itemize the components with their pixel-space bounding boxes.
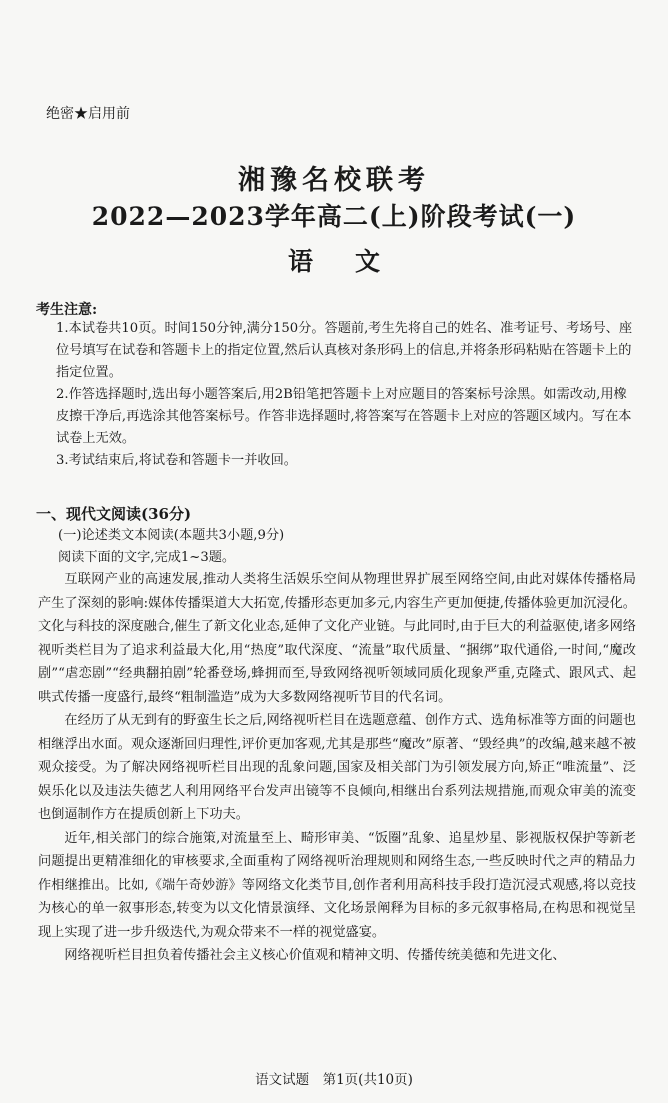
section-heading: 一、现代文阅读(36分): [36, 505, 192, 523]
reading-instruction: 阅读下面的文字,完成1~3题。: [58, 550, 236, 565]
subject-title: 语文: [287, 247, 422, 276]
passage-paragraph: 网络视听栏目担负着传播社会主义核心价值观和精神文明、传播传统美德和先进文化、: [64, 948, 566, 963]
reading-passage: [38, 568, 636, 968]
exam-subtitle: 2022—2023学年高二(上)阶段考试(一): [91, 202, 577, 231]
page-footer: 语文试题 第1页(共10页): [255, 1072, 413, 1088]
notice-item: 2.作答选择题时,选出每小题答案后,用2B铅笔把答题卡上对应题目的答案标号涂黑。如需改动,用橡皮擦干净后,再选涂其他答案标号。作答非选择题时,将答案写在答题卡上对应的答题区域内。写在本试卷上无效。: [56, 387, 632, 446]
exam-title: 湘豫名校联考: [238, 165, 430, 196]
passage-paragraph: 近年,相关部门的综合施策,对流量至上、畸形审美、“饭圈”乱象、追星炒星、影视版权保护等新老问题提出更精准细化的审核要求,全面重构了网络视听治理规则和网络生态,一些反映时代之声的精品力作相继推出。比如,《端午奇妙游》等网络文化类节目,创作者利用高科技手段打造沉浸式观感,将以竞技为核心的单一叙事形态,转变为以文化情景演绎、文化场景阐释为目标的多元叙事格局,在构思和视觉呈现上实现了进一步升级迭代,为观众带来不一样的视觉盛宴。: [38, 830, 636, 940]
notice-item: 1.本试卷共10页。时间150分钟,满分150分。答题前,考生先将自己的姓名、准考证号、考场号、座位号填写在试卷和答题卡上的指定位置,然后认真核对条形码上的信息,并将条形码粘贴在答题卡上的指定位置。: [56, 321, 633, 380]
passage-paragraph: 互联网产业的高速发展,推动人类将生活娱乐空间从物理世界扩展至网络空间,由此对媒体传播格局产生了深刻的影响:媒体传播渠道大大拓宽,传播形态更加多元,内容生产更加便捷,传播体验更加沉浸化。文化与科技的深度融合,催生了新文化业态,延伸了文化产业链。与此同时,由于巨大的利益驱使,诸多网络视听类栏目为了追求利益最大化,用“热度”取代深度、“流量”取代质量、“捆绑”取代通俗,一时间,“魔改剧”“虐恋剧”“经典翻拍剧”轮番登场,蜂拥而至,导致网络视听领域同质化现象严重,克隆式、跟风式、起哄式传播一度盛行,最终“粗制滥造”成为大多数网络视听节目的代名词。: [38, 572, 636, 705]
notice-heading: 考生注意:: [36, 302, 98, 318]
secret-label: 绝密★启用前: [46, 106, 130, 122]
notice-list: [56, 318, 636, 472]
passage-paragraph: 在经历了从无到有的野蛮生长之后,网络视听栏目在选题意蕴、创作方式、选角标准等方面的问题也相继浮出水面。观众逐渐回归理性,评价更加客观,尤其是那些“魔改”原著、“毁经典”的改编,越来越不被观众接受。为了解决网络视听栏目出现的乱象问题,国家及相关部门为引领发展方向,矫正“唯流量”、泛娱乐化以及违法失德艺人利用网络平台发声出镜等不良倾向,相继出台系列法规措施,而观众审美的流变也倒逼制作方在提质创新上下功夫。: [38, 713, 636, 822]
subsection-heading: (一)论述类文本阅读(本题共3小题,9分): [58, 528, 285, 543]
notice-item: 3.考试结束后,将试卷和答题卡一并收回。: [56, 453, 297, 468]
